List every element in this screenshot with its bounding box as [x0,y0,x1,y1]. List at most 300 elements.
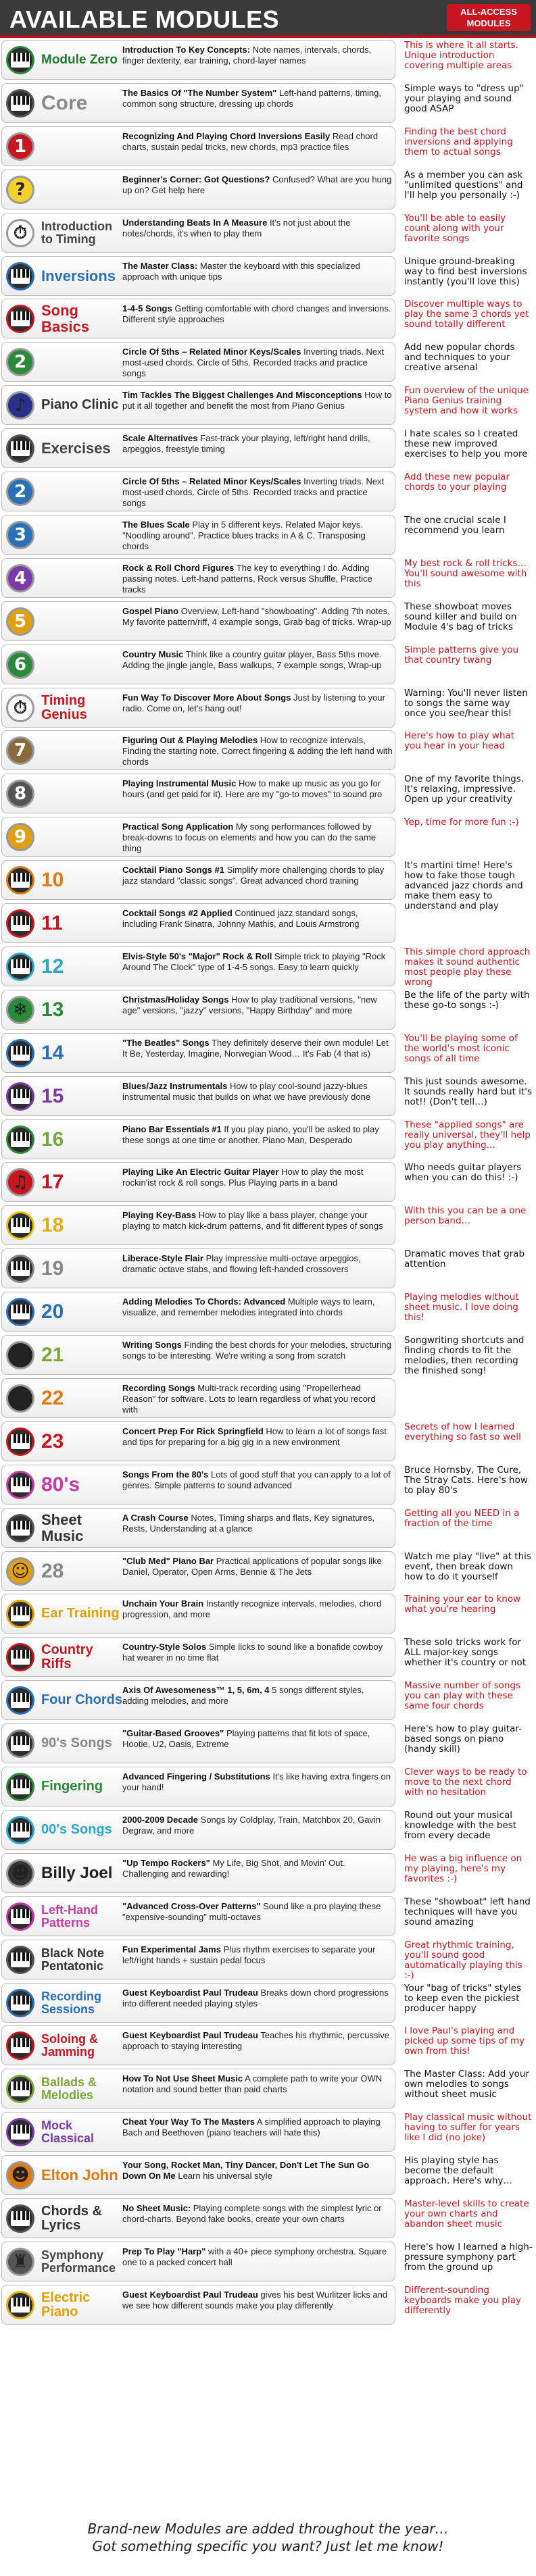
piano-keys-icon [6,46,34,74]
module-card[interactable] [1,170,395,209]
piano-keys-icon [6,1773,34,1801]
module-card[interactable] [1,342,395,382]
module-card[interactable] [1,774,395,813]
module-text: Playing complete songs with the simplest lyric or chord-charts. Beyond fake books, create your own charts [122,2203,382,2224]
module-note: This simple chord approach makes it sound authentic most people play these wrong [404,946,531,988]
page-title: AVAILABLE MODULES [9,5,280,33]
piano-keys-icon [6,1600,34,1628]
module-row[interactable] [0,1334,536,1377]
module-description [122,865,393,897]
module-label [41,515,122,554]
module-text: Just by listening to your radio. Come on, let's hang out! [122,692,385,713]
number-badge-icon: 8 [6,780,34,808]
module-text: Think like a country guitar player, Bass 5ths move. Adding the jingle jangle, Bass walkups, 7 example songs, Wrap-up [122,649,382,670]
module-row[interactable] [0,169,536,211]
module-row[interactable] [0,471,536,513]
module-title: "The Beatles" Songs [122,1038,210,1048]
module-card[interactable] [1,1723,395,1763]
module-text: Simple licks to sound like a bonafide cowboy hat wearer in no time flat [122,1642,383,1663]
module-row[interactable] [0,1421,536,1463]
module-row[interactable] [0,1119,536,1161]
round-symbol-icon: ⏱ [6,219,34,247]
module-note: This is where it all starts. Unique introduction covering multiple areas [404,40,518,71]
module-description [122,994,393,1027]
module-card[interactable] [1,1205,395,1245]
module-description [122,2246,393,2279]
footer-line-2: Got something specific you want? Just let me know! [92,2538,444,2554]
module-label: Elton John [41,2166,118,2183]
module-note: Warning: You'll never listen to songs the same way once you see/hear this! [404,688,528,719]
module-text: They definitely deserve their own module! Let It Be, Yesterday, Imagine, Norwegian Wood… It's Fab (4 that is) [122,1038,389,1059]
module-note: You'll be able to easily count along with your favorite songs [404,213,506,244]
piano-keys-icon [6,1298,34,1326]
module-text: A simplified approach to playing Bach and Beethoven (piano teachers will hate this) [122,2117,381,2138]
module-card[interactable] [1,1594,395,1634]
module-label: 18 [41,1213,64,1236]
module-card[interactable] [1,558,395,598]
module-text: Getting comfortable with chord changes and inversions. Different style approaches [122,303,391,324]
module-text: Breaks down chord progressions into different needed playing styles [122,1988,389,2009]
module-description [122,433,393,465]
piano-keys-icon [6,1211,34,1240]
module-row[interactable] [0,428,536,470]
module-note: Songwriting shortcuts and finding chords to fit the melodies, then recording the finished song! [404,1335,525,1376]
module-card[interactable] [1,2025,395,2065]
module-title: 2000-2009 Decade [122,1815,199,1825]
module-label [41,343,122,381]
module-title: Guest Keyboardist Paul Trudeau [122,2030,258,2040]
module-label: 10 [41,868,64,891]
module-row[interactable] [0,1378,536,1420]
module-text: with a 40+ piece symphony orchestra. Square one to a packed concert hall [122,2246,387,2267]
module-row[interactable] [0,514,536,557]
piano-keys-icon [6,1902,34,1931]
module-title: Liberace-Style Flair [122,1253,203,1263]
module-text: Finding the best chords for your melodies, structuring songs to be interesting. We're writing a song from scratch [122,1340,391,1361]
module-description [122,1426,393,1459]
module-label [41,127,122,166]
module-note [404,1379,533,1419]
round-symbol-icon: ♫ [6,1168,34,1196]
module-row[interactable] [0,1852,536,1895]
module-text: Practical applications of popular songs like Daniel, Operator, Open Arms, Bennie & The Jets [122,1556,382,1577]
module-card[interactable] [1,860,395,900]
module-note: These showboat moves sound killer and build on Module 4's bag of tricks [404,601,517,632]
module-card[interactable] [1,1421,395,1461]
module-description [122,1340,393,1372]
module-note: These solo tricks work for ALL major-key songs whether it's country or not [404,1637,527,1668]
module-label: Fingering [41,1779,103,1794]
module-row[interactable] [0,255,536,298]
piano-keys-icon [6,866,34,894]
module-description [122,218,393,250]
module-description [122,2203,393,2236]
module-text: Instantly recognize intervals, melodies, chord progression, and more [122,1598,382,1619]
module-row[interactable] [0,773,536,815]
number-badge-icon: 4 [6,564,34,592]
module-text: How to recognize intervals, Finding the starting note, Correct fingering & adding the left hand with chords [122,735,393,767]
module-text: Continued jazz standard songs, including Frank Sinatra, Johnny Mathis, and Louis Armstrong [122,908,360,929]
piano-keys-icon [6,1255,34,1283]
module-description [122,131,393,163]
piano-keys-icon [6,909,34,938]
piano-keys-icon [6,953,34,981]
module-card[interactable] [1,1940,395,1979]
module-title: Fun Experimental Jams [122,1944,221,1954]
module-card[interactable] [1,1378,395,1418]
module-card[interactable] [1,2069,395,2108]
module-card[interactable] [1,1853,395,1893]
module-card[interactable] [1,299,395,338]
module-row[interactable] [0,1205,536,1247]
module-label: 21 [41,1343,64,1366]
module-description [122,1513,393,1545]
module-title: Axis Of Awesomeness™ 1, 5, 6m, 4 [122,1685,270,1695]
module-description [122,1858,393,1890]
all-access-badge: ALL-ACCESS MODULES [447,4,531,31]
round-symbol-icon: ◉ [6,1384,34,1413]
module-note: Master-level skills to create your own charts and abandon sheet music [404,2198,529,2229]
module-card[interactable] [1,645,395,684]
module-card[interactable] [1,2198,395,2238]
module-text: Learn his universal style [178,2171,272,2181]
module-row[interactable] [0,816,536,859]
module-card[interactable] [1,2155,395,2195]
module-description [122,1038,393,1070]
round-symbol-icon: ☺ [6,1557,34,1586]
module-text: Play in 5 different keys. Related Major keys. "Noodling around". Practice blues tracks in A & C. Transposing chords [122,520,366,551]
piano-keys-icon [6,2031,34,2060]
module-label: 90's Songs [41,1736,112,1750]
module-row[interactable] [0,1723,536,1765]
module-row[interactable] [0,1982,536,2025]
module-row[interactable] [0,1161,536,1204]
module-row[interactable] [0,1766,536,1809]
module-card[interactable] [1,688,395,728]
module-text: Inverting triads. Next most-used chords. Circle of 5ths. Recorded tracks and practice songs [122,476,385,508]
piano-keys-icon [6,1471,34,1499]
module-description [122,347,393,379]
module-row[interactable] [0,1593,536,1636]
module-label: Song Basics [41,302,89,335]
module-note: Who needs guitar players when you can do this! :-) [404,1162,522,1183]
module-description [122,261,393,293]
module-row[interactable] [0,1248,536,1290]
module-card[interactable] [1,126,395,166]
module-card[interactable] [1,1983,395,2023]
module-label: Introduction to Timing [41,219,112,246]
module-label [41,645,122,684]
module-row[interactable] [0,2198,536,2240]
module-title: Advanced Fingering / Substitutions [122,1771,270,1782]
module-row[interactable] [0,1464,536,1507]
module-card[interactable] [1,1292,395,1332]
module-text: Overview, Left-hand "showboating". Adding 7th notes, My favorite pattern/riff, 4 example songs, Grab bag of tricks. Wrap-up [122,606,391,627]
module-card[interactable] [1,1508,395,1548]
module-text: A complete path to write your OWN notation and sound better than paid charts [122,2073,383,2094]
module-description [122,1728,393,1761]
module-title: Guest Keyboardist Paul Trudeau [122,2290,258,2300]
module-text: Confused? What are you hung up on? Get help here [122,174,392,195]
module-card[interactable] [1,990,395,1030]
module-text: Notes, Timing sharps and flats, Key signatures, Rests, Understanding at a glance [122,1513,375,1534]
module-row[interactable] [0,82,536,125]
module-title: Playing Key-Bass [122,1210,197,1220]
module-row[interactable] [0,39,536,82]
module-card[interactable] [1,515,395,555]
module-title: Playing Instrumental Music [122,778,237,788]
module-label: Electric Piano [41,2290,91,2319]
module-label: 11 [41,911,63,934]
module-card[interactable] [1,2285,395,2325]
module-label: 28 [41,1559,64,1582]
module-title: Circle Of 5ths – Related Minor Keys/Scales [122,476,301,486]
module-title: Songs From the 80's [122,1469,209,1480]
module-description [122,1383,393,1415]
module-label: Symphony Performance [41,2248,116,2275]
module-description [122,1685,393,1717]
module-description [122,2160,393,2192]
module-text: Fast-track your playing, left/right hand drills, arpeggios, freestyle timing [122,433,370,454]
piano-keys-icon [6,1126,34,1154]
module-label: Black Note Pentatonic [41,1946,105,1973]
module-label: Country Riffs [41,1642,93,1671]
module-row[interactable] [0,2154,536,2197]
module-note: As a member you can ask "unlimited questions" and I'll help you personally :-) [404,170,523,201]
module-description [122,563,393,595]
module-note: Round out your musical knowledge with the best from every decade [404,1810,517,1841]
module-title: Piano Bar Essentials #1 [122,1124,222,1134]
module-card[interactable] [1,83,395,123]
module-text: How to play cool-sound jazzy-blues instrumental music that builds on what we have previously done [122,1081,371,1102]
module-title: Gospel Piano [122,606,179,616]
module-title: Cocktail Piano Songs #1 [122,865,224,875]
piano-keys-icon [6,2204,34,2233]
module-title: Concert Prep For Rick Springfield [122,1426,264,1436]
module-card[interactable] [1,2112,395,2152]
module-label: 19 [41,1257,64,1280]
module-title: Circle Of 5ths – Related Minor Keys/Scales [122,347,301,357]
module-row[interactable] [0,341,536,384]
round-symbol-icon: ♜ [6,2248,34,2276]
module-card[interactable] [1,1680,395,1720]
number-badge-icon: 6 [6,651,34,679]
module-card[interactable] [1,1551,395,1591]
round-symbol-icon: ⏱ [6,694,34,722]
module-label: 15 [41,1084,64,1107]
module-label: Mock Classical [41,2118,95,2145]
module-row[interactable] [0,212,536,255]
module-row[interactable] [0,2284,536,2327]
module-text: Sound like a pro playing these "expensive-sounding" multi-octaves [122,1901,381,1922]
module-note: Simple ways to "dress up" your playing and sound good ASAP [404,83,524,114]
module-card[interactable] [1,428,395,468]
module-card[interactable] [1,1896,395,1936]
module-row[interactable] [0,1507,536,1550]
module-row[interactable] [0,687,536,730]
piano-keys-icon [6,2291,34,2319]
module-description [122,606,393,638]
module-label: Exercises [41,439,111,457]
module-text: It's like having extra fingers on your hand! [122,1771,391,1792]
module-note: Here's how to play what you hear in your head [404,730,515,751]
module-title: Unchain Your Brain [122,1598,204,1609]
module-card[interactable] [1,385,395,425]
module-description [122,303,393,336]
module-row[interactable] [0,1896,536,1938]
number-badge-icon: 2 [6,478,34,506]
module-row[interactable] [0,2025,536,2067]
module-row[interactable] [0,730,536,772]
module-label: Inversions [41,267,116,284]
module-description [122,1210,393,1242]
module-text: How to put it all together and benefit the most from Piano Genius [122,390,392,411]
module-card[interactable] [1,1767,395,1807]
module-text: My song performances followed by break-downs to focus on elements and how you can do the same thing [122,822,376,853]
module-row[interactable] [0,644,536,686]
module-title: Scale Alternatives [122,433,198,443]
module-note: Clever ways to be ready to move to the next chord with no hesitation [404,1767,527,1798]
module-text: Multiple ways to learn, visualize, and remember melodies integrated into chords [122,1296,375,1317]
module-text: Songs by Coldplay, Train, Matchbox 20, Gavin Degraw, and more [122,1815,381,1836]
module-description [122,1296,393,1329]
module-description [122,45,393,77]
module-card[interactable] [1,1076,395,1116]
module-note: These "applied songs" are really universal, they'll help you play anything… [404,1119,531,1151]
module-description [122,735,393,767]
module-description [122,390,393,422]
module-row[interactable] [0,1809,536,1852]
module-text: The key to everything I do. Adding passing notes. Left-hand patterns, Rock versus Shuffle, Practice tracks [122,563,372,595]
module-row[interactable] [0,989,536,1032]
module-note: His playing style has become the default approach. Here's why… [404,2155,512,2186]
module-title: Beginner's Corner: Got Questions? [122,174,270,184]
module-card[interactable] [1,601,395,641]
module-note [404,904,533,944]
module-note: This just sounds awesome. It sounds really hard but it's not!! (Don't tell…) [404,1076,532,1107]
module-label: 23 [41,1430,64,1453]
module-label: 20 [41,1300,64,1323]
module-row[interactable] [0,298,536,340]
module-note: He was a big influence on my playing, here's my favorites :-) [404,1853,522,1884]
module-row[interactable] [0,903,536,945]
module-card[interactable] [1,946,395,986]
module-note: Watch me play "live" at this event, then break down how to do it yourself [404,1551,531,1582]
module-text: Left-hand patterns, timing, common song structure, dressing up chords [122,88,381,109]
module-description [122,1253,393,1286]
module-row[interactable] [0,126,536,168]
module-row[interactable] [0,2068,536,2111]
piano-keys-icon [6,1643,34,1671]
module-label: 17 [41,1170,64,1193]
module-row[interactable] [0,1939,536,1981]
footer-line-1: Brand-new Modules are added throughout the year… [87,2521,449,2537]
module-card[interactable] [1,817,395,857]
module-title: Elvis-Style 50's "Major" Rock & Roll [122,951,272,961]
module-row[interactable] [0,2241,536,2283]
module-row[interactable] [0,384,536,427]
module-card[interactable] [1,213,395,253]
module-card[interactable] [1,2242,395,2281]
module-title: Guest Keyboardist Paul Trudeau [122,1988,258,1998]
module-row[interactable] [0,601,536,643]
module-title: "Club Med" Piano Bar [122,1556,214,1566]
module-title: Cheat Your Way To The Masters [122,2117,255,2127]
module-note: My best rock & roll tricks… You'll sound awesome with this [404,558,527,589]
module-row[interactable] [0,1636,536,1679]
module-description [122,520,393,552]
module-note: Unique ground-breaking way to find best inversions instantly (you'll love this) [404,256,527,287]
module-title: Practical Song Application [122,822,234,832]
module-note: Dramatic moves that grab attention [404,1248,525,1269]
page-header [0,0,536,38]
module-description [122,1901,393,1934]
module-row[interactable] [0,1680,536,1722]
module-card[interactable] [1,1465,395,1505]
module-description [122,2030,393,2063]
module-label [41,559,122,597]
module-text: How to play the most rockin'ist rock & roll songs. Plus Playing parts in a band [122,1167,364,1188]
module-note: Different-sounding keyboards make you play differently [404,2285,521,2316]
round-symbol-icon: ☻ [6,2161,34,2190]
module-row[interactable] [0,1032,536,1075]
footer [0,2520,536,2555]
module-row[interactable] [0,1550,536,1593]
module-card[interactable] [1,903,395,943]
module-card[interactable] [1,1810,395,1850]
module-card[interactable] [1,472,395,511]
module-note: Discover multiple ways to play the same 3 chords yet sound totally different [404,299,529,330]
piano-keys-icon [6,434,34,463]
module-card[interactable] [1,1162,395,1202]
module-card[interactable] [1,256,395,296]
module-row[interactable] [0,1291,536,1334]
module-text: How to play traditional versions, "new age" versions, "jazzy" versions, "Happy Birthday" and more [122,994,377,1015]
module-title: Recognizing And Playing Chord Inversions Easily [122,131,331,141]
module-row[interactable] [0,946,536,988]
module-row[interactable] [0,1076,536,1118]
module-note: Yep, time for more fun :-) [404,817,519,828]
module-description [122,2117,393,2149]
module-card[interactable] [1,40,395,80]
module-title: The Basics Of "The Number System" [122,88,277,98]
module-note: Bruce Hornsby, The Cure, The Stray Cats. Here's how to play 80's [404,1465,528,1496]
module-label: Core [41,91,88,114]
module-description [122,1469,393,1502]
module-card[interactable] [1,1033,395,1073]
module-title: The Master Class: [122,261,198,271]
piano-keys-icon [6,1686,34,1715]
module-card[interactable] [1,1637,395,1677]
module-card[interactable] [1,1335,395,1375]
module-row[interactable] [0,2111,536,2154]
piano-keys-icon [6,89,34,118]
module-note: Fun overview of the unique Piano Genius training system and how it works [404,385,529,416]
round-symbol-icon: ☻ [6,1859,34,1888]
module-title: Writing Songs [122,1340,182,1350]
module-description [122,1815,393,1847]
module-row[interactable] [0,557,536,600]
module-card[interactable] [1,1248,395,1288]
module-title: "Advanced Cross-Over Patterns" [122,1901,261,1911]
module-note: Secrets of how I learned everything so fast so well [404,1421,521,1442]
module-card[interactable] [1,1119,395,1159]
module-title: Recording Songs [122,1383,195,1393]
module-card[interactable] [1,730,395,770]
module-description [122,174,393,207]
module-row[interactable] [0,859,536,911]
module-title: Understanding Beats In A Measure [122,218,268,228]
